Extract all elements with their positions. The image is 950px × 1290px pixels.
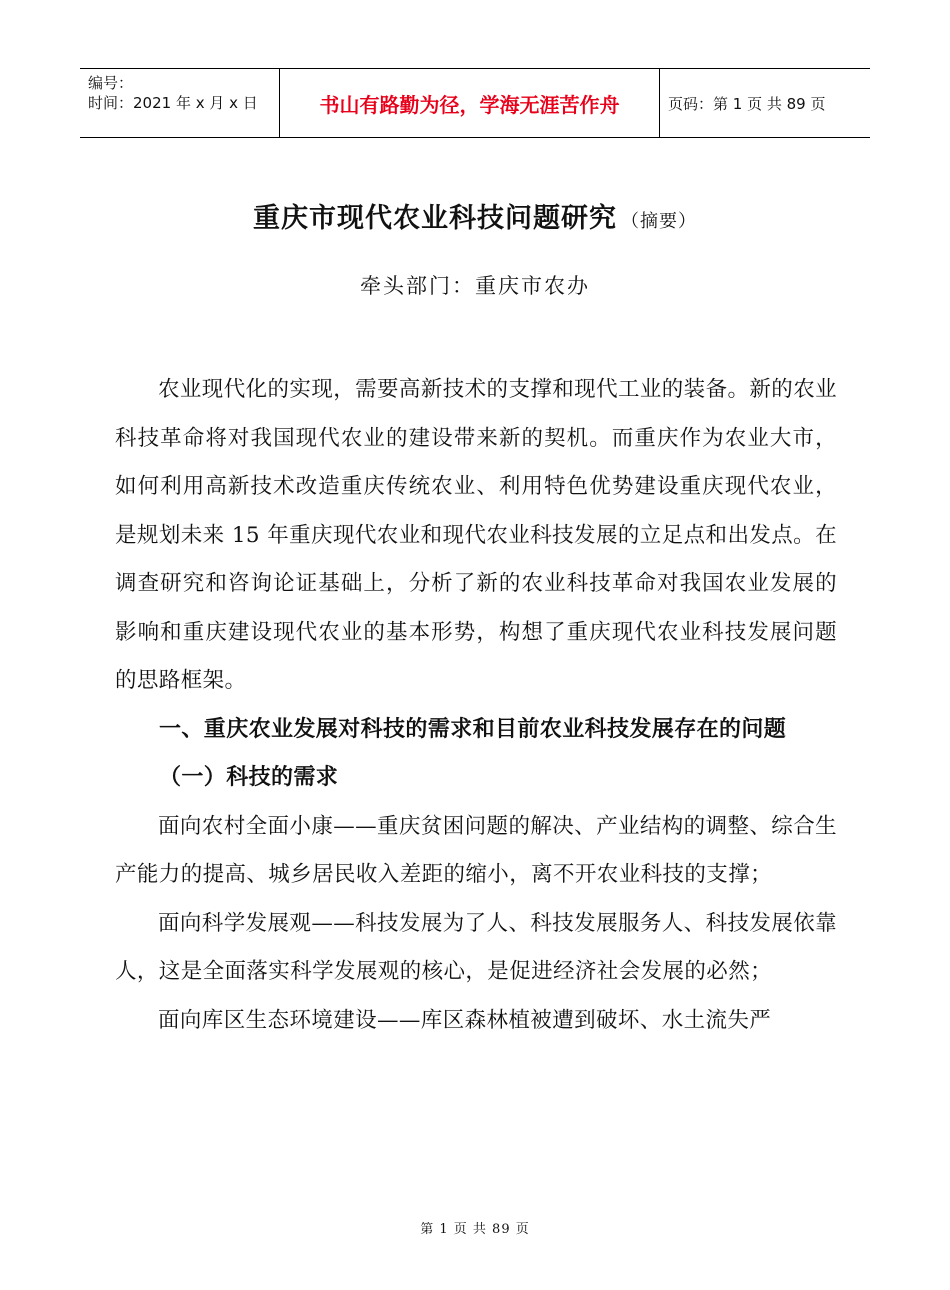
document-title [0,196,950,235]
title-main: 重庆市现代农业科技问题研究 [253,203,617,234]
paragraph-rural: 面向农村全面小康——重庆贫困问题的解决、产业结构的调整、综合生产能力的提高、城乡居民收入差距的缩小，离不开农业科技的支撑； [115,813,837,887]
time-label: 时间：2021 年 x 月 x 日 [88,94,258,112]
header-meta [80,69,280,137]
page-info: 页码：第 1 页 共 89 页 [668,94,826,113]
paragraph-intro: 农业现代化的实现，需要高新技术的支撑和现代工业的装备。新的农业科技革命将对我国现代农业的建设带来新的契机。而重庆作为农业大市，如何利用高新技术改造重庆传统农业、利用特色优势建设重庆现代农业，是规划未来 15 年重庆现代农业和现代农业科技发展的立足点和出发点。在调查研究和咨询论证基础上，分析了新的农业科技革命对我国农业发展的影响和重庆建设现代农业的基本形势，构想了重庆现代农业科技发展问题的思路框架。 [115,377,837,693]
code-label: 编号： [88,74,134,92]
motto: 书山有路勤为径，学海无涯苦作舟 [280,69,660,137]
section-heading-1: 一、重庆农业发展对科技的需求和目前农业科技发展存在的问题 [159,716,787,742]
header-table [80,68,870,138]
subsection-heading-1: （一）科技的需求 [159,765,339,790]
title-sub: （摘要） [621,211,697,232]
lead-unit: 牵头部门：重庆市农办 [360,274,590,298]
paragraph-ecology: 面向库区生态环境建设——库区森林植被遭到破坏、水土流失严 [158,1007,772,1033]
document-body [115,366,837,1045]
paragraph-science: 面向科学发展观——科技发展为了人、科技发展服务人、科技发展依靠人，这是全面落实科学发展观的核心，是促进经济社会发展的必然； [115,910,837,984]
page-footer: 第 1 页 共 89 页 [420,1222,530,1237]
